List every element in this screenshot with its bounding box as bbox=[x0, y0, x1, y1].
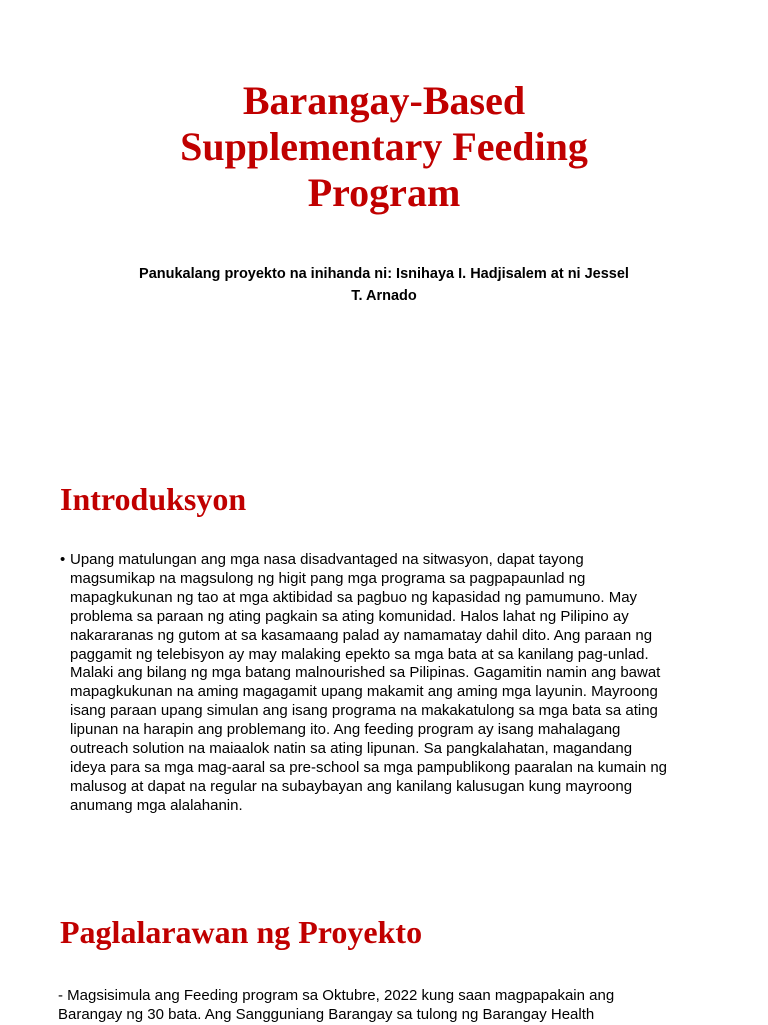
paragraph-line: anumang mga alalahanin. bbox=[70, 796, 243, 814]
paragraph-line: magsumikap na magsulong ng higit pang mga programa sa pagpapaunlad ng bbox=[70, 569, 586, 587]
introduction-heading: Introduksyon bbox=[60, 481, 247, 517]
document-title bbox=[0, 78, 768, 216]
project-description-heading: Paglalarawan ng Proyekto bbox=[60, 914, 423, 950]
paragraph-line: Upang matulungan ang mga nasa disadvantaged na sitwasyon, dapat tayong bbox=[70, 551, 584, 568]
title-line: Program bbox=[307, 170, 461, 215]
project-description-paragraph bbox=[58, 987, 718, 1025]
paragraph-line: Barangay ng 30 bata. Ang Sangguniang Barangay sa tulong ng Barangay Health bbox=[58, 1005, 595, 1023]
paragraph-line: ideya para sa mga mag-aaral sa pre-school sa mga pampublikong paaralan na kumain ng bbox=[70, 758, 668, 776]
paragraph-line: nakararanas ng gutom at sa kasamaang palad ay namamatay dahil dito. Ang paraan ng bbox=[70, 626, 653, 644]
paragraph-line: Malaki ang bilang ng mga batang malnourished sa Pilipinas. Gagamitin namin ang bawat bbox=[70, 664, 661, 682]
subtitle-line: T. Arnado bbox=[351, 288, 417, 304]
paragraph-line: malusog at dapat na regular na subaybayan ang kanilang kalusugan kung mayroong bbox=[70, 777, 633, 795]
paragraph-line: outreach solution na maiaalok natin sa ating lipunan. Sa pangkalahatan, magandang bbox=[70, 740, 633, 758]
paragraph-line: - Magsisimula ang Feeding program sa Oktubre, 2022 kung saan magpapakain ang bbox=[58, 987, 615, 1004]
paragraph-line: isang paraan upang simulan ang isang programa na makakatulong sa mga bata sa ating bbox=[70, 702, 658, 720]
bullet-marker: • bbox=[60, 551, 66, 568]
title-line: Supplementary Feeding bbox=[180, 124, 588, 169]
title-line: Barangay-Based bbox=[242, 78, 526, 123]
introduction-paragraph bbox=[60, 551, 720, 816]
subtitle-line: Panukalang proyekto na inihanda ni: Isnihaya I. Hadjisalem at ni Jessel bbox=[139, 266, 629, 282]
document-subtitle bbox=[84, 263, 684, 307]
paragraph-line: paggamit ng telebisyon ay may malaking epekto sa mga bata at sa kanilang pag-unlad. bbox=[70, 645, 649, 663]
paragraph-line: problema sa paraan ng ating pagkain sa ating komunidad. Halos lahat ng Pilipino ay bbox=[70, 607, 629, 625]
paragraph-line: lipunan na harapin ang problemang ito. Ang feeding program ay isang mahalagang bbox=[70, 721, 621, 739]
paragraph-line: mapagkukunan na aming magagamit upang makamit ang aming mga layunin. Mayroong bbox=[70, 683, 658, 701]
paragraph-line: mapagkukunan ng tao at mga aktibidad sa pagbuo ng kapasidad ng pamumuno. May bbox=[70, 588, 638, 606]
